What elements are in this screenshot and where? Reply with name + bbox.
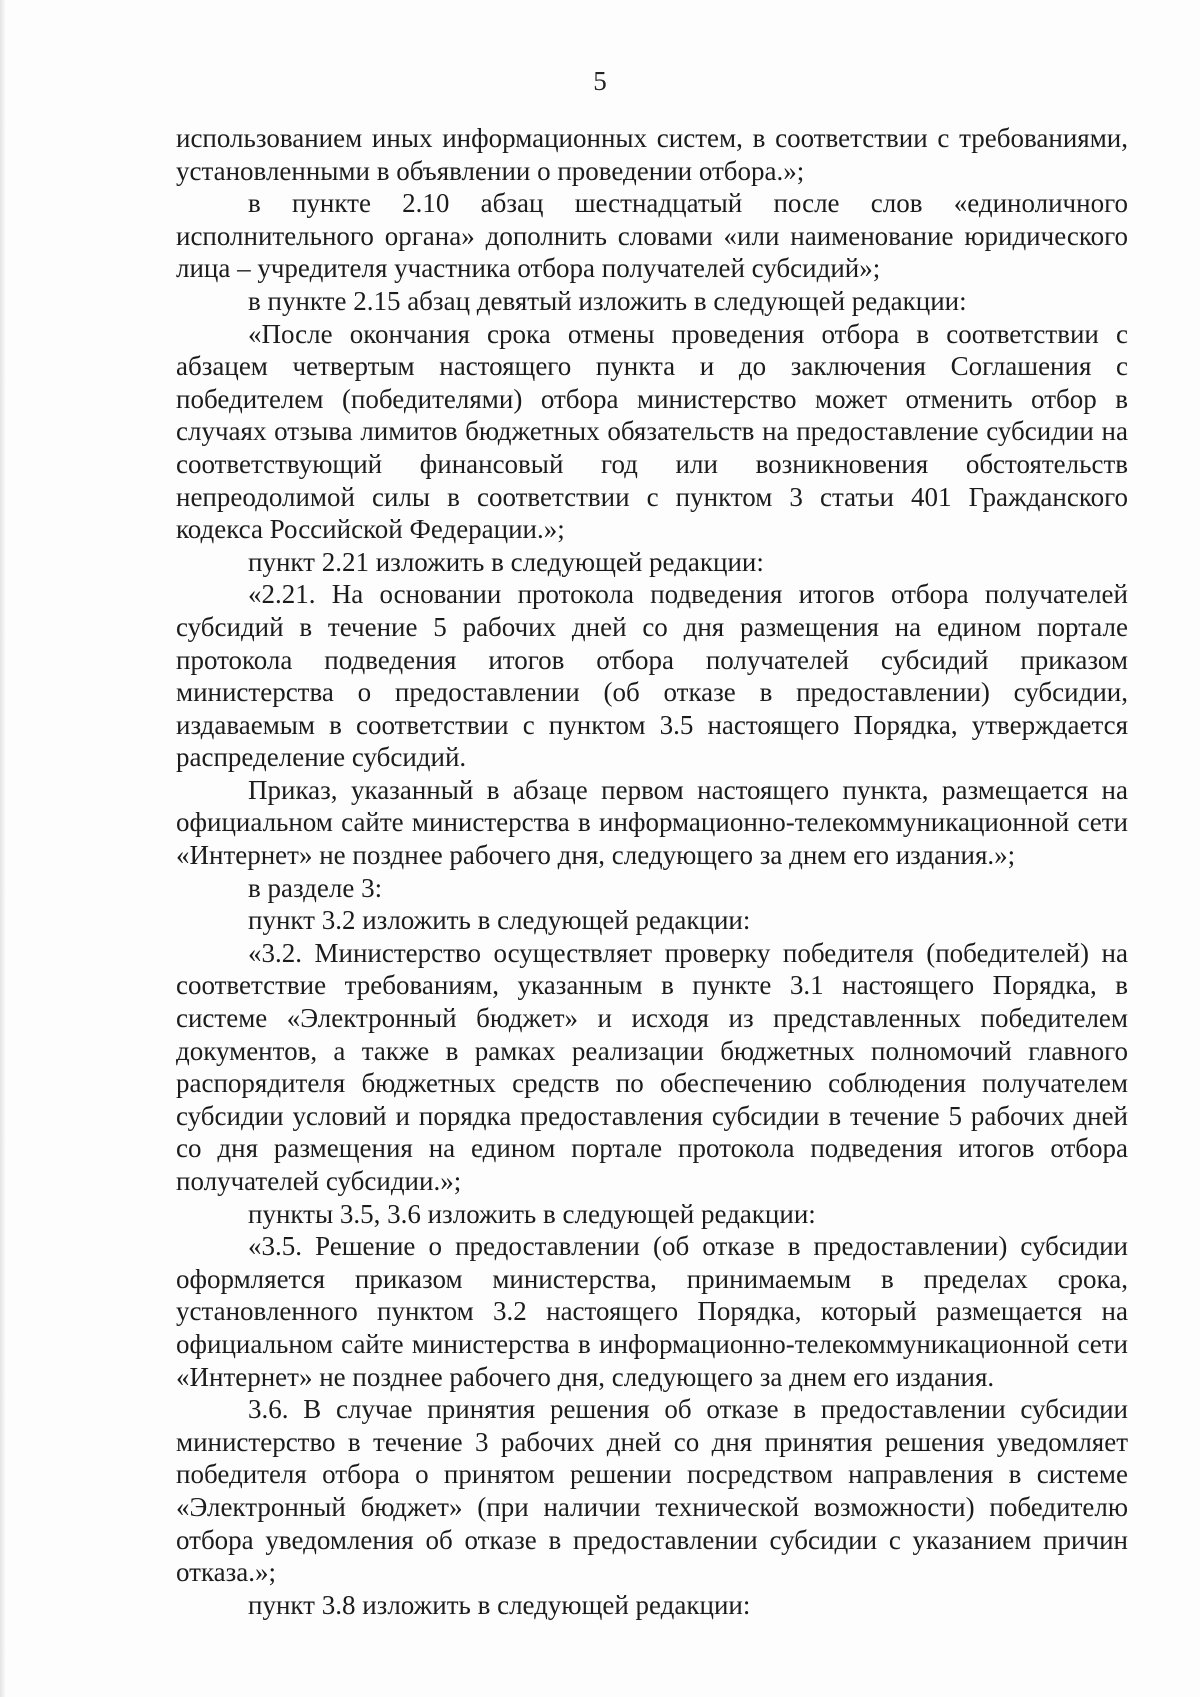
paragraph: использованием иных информационных систем, в соответствии с требованиями, установленными в объявлении о проведении отбора.»;: [176, 123, 1128, 186]
page-number: 5: [593, 66, 607, 96]
paragraph: пункт 3.2 изложить в следующей редакции:: [248, 905, 751, 936]
paragraph: 3.6. В случае принятия решения об отказе в предоставлении субсидии министерство в течение 3 рабочих дней со дня принятия решения уведомляет победителя отбора о принятом решении посредством направления в системе «Электронный бюджет» (при наличии технической возможности) победителю отбора уведомления об отказе в предоставлении субсидии с указанием причин отказа.»;: [176, 1394, 1128, 1588]
paragraph: пункты 3.5, 3.6 изложить в следующей редакции:: [248, 1198, 816, 1229]
paragraph: в разделе 3:: [248, 872, 383, 903]
paragraph: пункт 2.21 изложить в следующей редакции:: [248, 546, 764, 577]
paragraph: «3.2. Министерство осуществляет проверку победителя (победителей) на соответствие требованиям, указанным в пункте 3.1 настоящего Порядка, в системе «Электронный бюджет» и исходя из представленных победителем документов, а также в рамках реализации бюджетных полномочий главного распорядителя бюджетных средств по обеспечению соблюдения получателем субсидии условий и порядка предоставления субсидии в течение 5 рабочих дней со дня размещения на едином портале протокола подведения итогов отбора получателей субсидии.»;: [176, 937, 1128, 1196]
paragraph: «3.5. Решение о предоставлении (об отказе в предоставлении) субсидии оформляется приказом министерства, принимаемым в пределах срока, установленного пунктом 3.2 настоящего Порядка, который размещается на официальном сайте министерства в информационно-телекоммуникационной сети «Интернет» не позднее рабочего дня, следующего за днем его издания.: [176, 1231, 1128, 1392]
paragraph: «После окончания срока отмены проведения отбора в соответствии с абзацем четвертым настоящего пункта и до заключения Соглашения с победителем (победителями) отбора министерство может отменить отбор в случаях отзыва лимитов бюджетных обязательств на предоставление субсидии на соответствующий финансовый год или возникновения обстоятельств непреодолимой силы в соответствии с пунктом 3 статьи 401 Гражданского кодекса Российской Федерации.»;: [176, 318, 1128, 545]
scan-shadow: [0, 0, 6, 1697]
paragraph: Приказ, указанный в абзаце первом настоящего пункта, размещается на официальном сайте министерства в информационно-телекоммуникационной сети «Интернет» не позднее рабочего дня, следующего за днем его издания.»;: [176, 774, 1128, 871]
paragraph: «2.21. На основании протокола подведения итогов отбора получателей субсидий в течение 5 рабочих дней со дня размещения на едином портале протокола подведения итогов отбора получателей субсидий приказом министерства о предоставлении (об отказе в предоставлении) субсидии, издаваемым в соответствии с пунктом 3.5 настоящего Порядка, утверждается распределение субсидий.: [176, 579, 1128, 773]
document-body: [176, 122, 1128, 1621]
paragraph: пункт 3.8 изложить в следующей редакции:: [248, 1589, 751, 1620]
paragraph: в пункте 2.15 абзац девятый изложить в следующей редакции:: [248, 285, 967, 316]
paragraph: в пункте 2.10 абзац шестнадцатый после слов «единоличного исполнительного органа» дополнить словами «или наименование юридического лица – учредителя участника отбора получателей субсидий»;: [176, 188, 1128, 284]
